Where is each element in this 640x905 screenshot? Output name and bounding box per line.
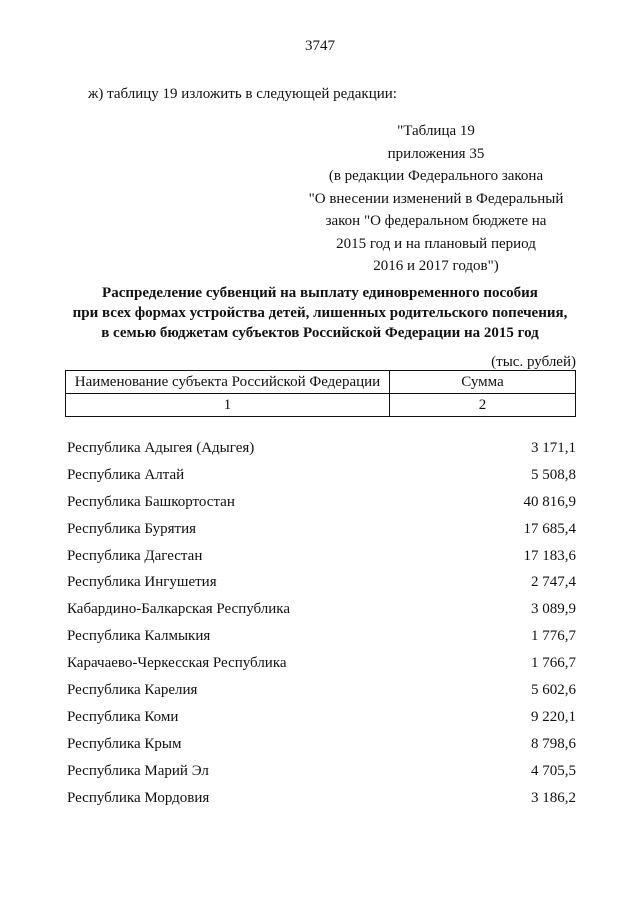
table-header	[65, 370, 576, 417]
table-row	[67, 464, 576, 491]
region-name: Республика Дагестан	[67, 547, 203, 564]
column-number-1: 1	[66, 394, 390, 417]
table-heading	[30, 283, 610, 343]
instruction-text: ж) таблицу 19 изложить в следующей редакции:	[88, 86, 397, 102]
heading-line: при всех формах устройства детей, лишенных родительского попечения,	[72, 305, 568, 321]
region-amount: 17 183,6	[523, 547, 576, 564]
annex-line: "Таблица 19	[397, 123, 475, 139]
region-name: Карачаево-Черкесская Республика	[67, 655, 287, 672]
table-row	[67, 625, 576, 652]
region-amount: 5 602,6	[531, 682, 576, 699]
region-amount: 4 705,5	[531, 762, 576, 779]
column-header-amount: Сумма	[390, 371, 576, 394]
table-row	[67, 491, 576, 518]
heading-line: Распределение субвенций на выплату единовременного пособия	[102, 285, 538, 301]
region-amount: 1 766,7	[531, 655, 576, 672]
region-name: Республика Алтай	[67, 466, 185, 483]
region-name: Республика Крым	[67, 735, 182, 752]
heading-line: в семью бюджетам субъектов Российской Федерации на 2015 год	[101, 325, 539, 341]
table-row	[67, 679, 576, 706]
region-amount: 3 089,9	[531, 601, 576, 618]
table-row	[67, 571, 576, 598]
region-name: Республика Карелия	[67, 682, 198, 699]
table-body	[67, 437, 576, 813]
region-amount: 8 798,6	[531, 735, 576, 752]
table-row	[67, 787, 576, 814]
region-name: Республика Адыгея (Адыгея)	[67, 440, 255, 456]
region-name: Республика Мордовия	[67, 789, 210, 806]
table-row	[67, 733, 576, 760]
region-name: Республика Марий Эл	[67, 762, 209, 779]
region-name: Кабардино-Балкарская Республика	[67, 601, 291, 618]
region-name: Республика Ингушетия	[67, 574, 217, 591]
column-numbers-row	[66, 394, 576, 417]
table-row	[67, 652, 576, 679]
region-name: Республика Калмыкия	[67, 628, 211, 645]
units-label: (тыс. рублей)	[491, 354, 576, 370]
table-row	[67, 598, 576, 625]
column-number-2: 2	[390, 394, 576, 417]
region-amount: 9 220,1	[531, 708, 576, 725]
region-name: Республика Башкортостан	[67, 493, 235, 510]
region-amount: 17 685,4	[523, 520, 576, 537]
annex-line: 2015 год и на плановый период	[336, 235, 536, 252]
page-number: 3747	[305, 38, 335, 54]
region-amount: 3 171,1	[531, 440, 576, 456]
table-row	[67, 760, 576, 787]
region-amount: 3 186,2	[531, 789, 576, 806]
region-amount: 5 508,8	[531, 466, 576, 483]
region-amount: 1 776,7	[531, 628, 576, 645]
table-row	[67, 437, 576, 464]
table-row	[67, 518, 576, 545]
column-header-name: Наименование субъекта Российской Федерации	[66, 371, 390, 394]
column-titles-row	[66, 371, 576, 394]
annex-line: 2016 и 2017 годов")	[373, 258, 499, 274]
region-name: Республика Коми	[67, 708, 179, 725]
table-row	[67, 545, 576, 572]
region-name: Республика Бурятия	[67, 520, 197, 537]
annex-line: закон "О федеральном бюджете на	[325, 213, 547, 229]
annex-line: "О внесении изменений в Федеральный	[308, 190, 564, 207]
region-amount: 2 747,4	[531, 574, 576, 591]
annex-reference	[300, 120, 572, 278]
region-amount: 40 816,9	[523, 493, 576, 510]
annex-line: приложения 35	[387, 145, 485, 162]
table-row	[67, 706, 576, 733]
annex-line: (в редакции Федерального закона	[328, 168, 544, 184]
